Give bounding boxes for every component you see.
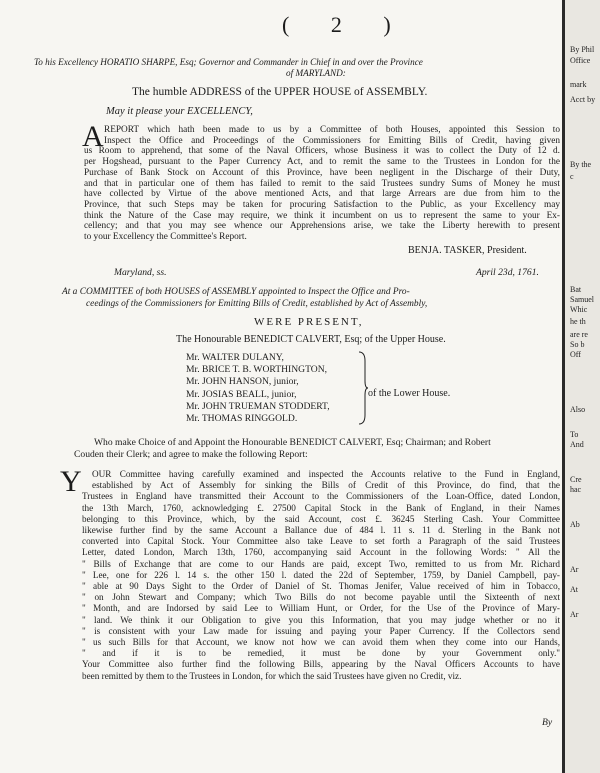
- address-body-line: think the Nature of the Case may require, we think it incumbent on us to represent the same to your Ex-: [84, 210, 560, 221]
- facing-page-fragment: hac: [570, 485, 582, 494]
- address-title: The humble ADDRESS of the UPPER HOUSE of ASSEMBLY.: [132, 86, 428, 98]
- dateline-date: April 23d, 1761.: [476, 267, 539, 278]
- facing-page-fragment: Off: [570, 350, 581, 359]
- choice-line2: Couden their Clerk; and agree to make the following Report:: [74, 449, 308, 460]
- member-name: Mr. THOMAS RINGGOLD.: [186, 413, 298, 424]
- report-body-line: been remitted by them to the Trustees in London, for which the said Trustees have given no Credit, viz.: [82, 670, 462, 681]
- upper-house-member: The Honourable BENEDICT CALVERT, Esq; of the Upper House.: [176, 334, 446, 345]
- facing-page-fragment: Also: [570, 405, 586, 414]
- address-body-line: and that in particular one of them has failed to remit to the said Trustees sundry Sums of Money he must: [84, 178, 560, 189]
- report-body-line: belonging to this Province, which, by the said Account, cost £. 36245 Sterling Cash. Your Committee: [82, 513, 560, 524]
- report-body-line: " on John Stewart and Company; which Two Bills do not become payable until the Sixteenth of next: [82, 592, 560, 603]
- facing-page-fragment: mark: [570, 80, 587, 89]
- report-body-line: " us such Bills for that Account, we know not how we can avoid them when they come into our Hands,: [82, 637, 560, 647]
- report-body-line: " Lee, one for 226 l. 14 s. the other 150 l. dated the 22d of September, 1759, by Daniel Campbell, pay-: [82, 569, 560, 580]
- facing-page-fragment: Office: [570, 56, 591, 65]
- facing-page-fragment: Ar: [570, 610, 579, 619]
- report-body-line: converted into Capital Stock. Your Committee also take Leave to set forth a Paragraph of the said Trustees: [82, 536, 560, 547]
- facing-page-fragment: c: [570, 172, 574, 181]
- address-body-line: have collected by Virtue of the above mentioned Acts, and that large Arrears are due from him to the: [84, 189, 560, 200]
- dateline-place: Maryland, ss.: [114, 267, 167, 278]
- page-edge-shadow: [562, 0, 565, 773]
- facing-page-fragment: So b: [570, 340, 585, 349]
- member-name: Mr. WALTER DULANY,: [186, 352, 284, 363]
- member-name: Mr. JOHN HANSON, junior,: [186, 376, 299, 388]
- page-number: ( 2 ): [282, 12, 409, 37]
- report-body-line: " is consistent with your Law made for issuing and paying your Paper Currency. If the Collectors send: [82, 625, 560, 636]
- report-body-line: " and if it is to be remedied, it must be done by your Government only.": [82, 648, 560, 659]
- facing-page-fragment: To: [570, 430, 579, 439]
- report-body-line: Your Committee also further find the following Bills, appearing by the Naval Officers Accounts to have: [82, 659, 560, 670]
- catchword: By: [542, 717, 553, 728]
- facing-page-fragment: Bat: [570, 285, 582, 294]
- report-body-line: Trustees in England have transmitted their Account to the Commissioners of the Loan-Office, dated London,: [82, 491, 560, 502]
- address-body-line: per Hogshead, pursuant to the Paper Currency Act, and to remit the same to the Trustees in London for the: [84, 157, 560, 168]
- committee-heading-line1: At a COMMITTEE of both HOUSES of ASSEMBLY appointed to Inspect the Office and Pro-: [62, 287, 410, 297]
- report-body-line: " land. We think it our Obligation to give you this Information, that you may judge whether or no it: [82, 614, 560, 625]
- facing-page-fragment: And: [570, 440, 584, 449]
- facing-page-fragment: Acct by: [570, 95, 596, 104]
- address-heading-line1: To his Excellency HORATIO SHARPE, Esq; Governor and Commander in Chief in and over the Province: [34, 57, 423, 67]
- address-body-line: Province, that such Steps may be taken for procuring Satisfaction to the Public, as your Excellency may: [84, 199, 560, 210]
- report-drop-cap: Y: [60, 465, 82, 498]
- lower-house-label: of the Lower House.: [368, 388, 451, 399]
- address-body-line: REPORT which hath been made to us by a Committee of both Houses, appointed this Session to: [104, 125, 560, 135]
- report-body-line: " able at 90 Days Sight to the Order of Daniel of St. Thomas Jenifer, Value received of him in Tobacco,: [82, 581, 560, 591]
- facing-page-fragment: Ar: [570, 565, 579, 574]
- address-body-line: to your Excellency the Committee's Report.: [84, 232, 247, 242]
- report-body-line: " Bills of Exchange that are come to our Hands are paid, except Two, remitted to us from Mr. Richard: [82, 558, 560, 569]
- facing-page-fragment: At: [570, 585, 578, 594]
- member-name: Mr. BRICE T. B. WORTHINGTON,: [186, 364, 328, 376]
- facing-page-bleed: [564, 0, 600, 773]
- address-drop-cap: A: [82, 120, 104, 153]
- choice-line1: Who make Choice of and Appoint the Honourable BENEDICT CALVERT, Esq; Chairman; and Robert: [94, 437, 491, 448]
- facing-page-fragment: By the: [570, 160, 592, 169]
- facing-page-fragment: Whic: [570, 305, 588, 314]
- report-body-line: the 13th March, 1760, acknowledging £. 27500 Capital Stock in the Bank of England, in their Names: [82, 502, 560, 513]
- member-name: Mr. JOHN TRUEMAN STODDERT,: [186, 400, 330, 412]
- address-body-line: cellency; and that you may see whence our Apprehensions arise, we take the Liberty herewith to present: [84, 221, 560, 232]
- committee-heading-line2: ceedings of the Commissioners for Emitting Bills of Credit, established by Act of Assembly,: [86, 299, 428, 309]
- address-body-line: Inspect the Office and Proceedings of the Commissioners for Emitting Bills of Credit, having given: [104, 135, 560, 146]
- facing-page-fragment: By Phil: [570, 45, 595, 54]
- address-body-line: Purchase of Bank Stock on Account of this Province, have been negligent in the Discharge of their Duty,: [84, 167, 560, 178]
- facing-page-fragment: Ab: [570, 520, 580, 529]
- report-body-line: likewise further find by the same Account a Ballance due of 484 l. 11 s. 11 d. Sterling in the Bank not: [82, 525, 560, 535]
- members-brace: [358, 351, 368, 425]
- address-signature: BENJA. TASKER, President.: [408, 245, 527, 256]
- report-body-line: Letter, dated London, March 13th, 1760, accompanying said Account in the following Words: " All the: [82, 547, 560, 558]
- facing-page-fragment: he th: [570, 317, 586, 326]
- address-body-line: us Room to apprehend, that some of the Naval Officers, whose Business it was to collect the Duty of 12 d.: [84, 146, 560, 157]
- facing-page-fragment: are re: [570, 330, 588, 339]
- report-body-line: established by Act of Assembly for sinking the Bills of Credit of this Province, do find, that the: [92, 480, 560, 491]
- facing-page-fragment: Cre: [570, 475, 582, 484]
- report-body-line: OUR Committee having carefully examined and inspected the Accounts relative to the Fund in England,: [92, 469, 560, 479]
- were-present-heading: WERE PRESENT,: [254, 316, 364, 328]
- address-heading-line2: of MARYLAND:: [286, 68, 346, 78]
- report-body-line: " Month, and are Indorsed by said Lee to William Hunt, or Order, for the Use of the Province of Mary-: [82, 603, 560, 614]
- member-name: Mr. JOSIAS BEALL, junior,: [186, 388, 297, 400]
- address-salutation: May it please your EXCELLENCY,: [106, 106, 253, 117]
- facing-page-fragment: Samuel: [570, 295, 594, 304]
